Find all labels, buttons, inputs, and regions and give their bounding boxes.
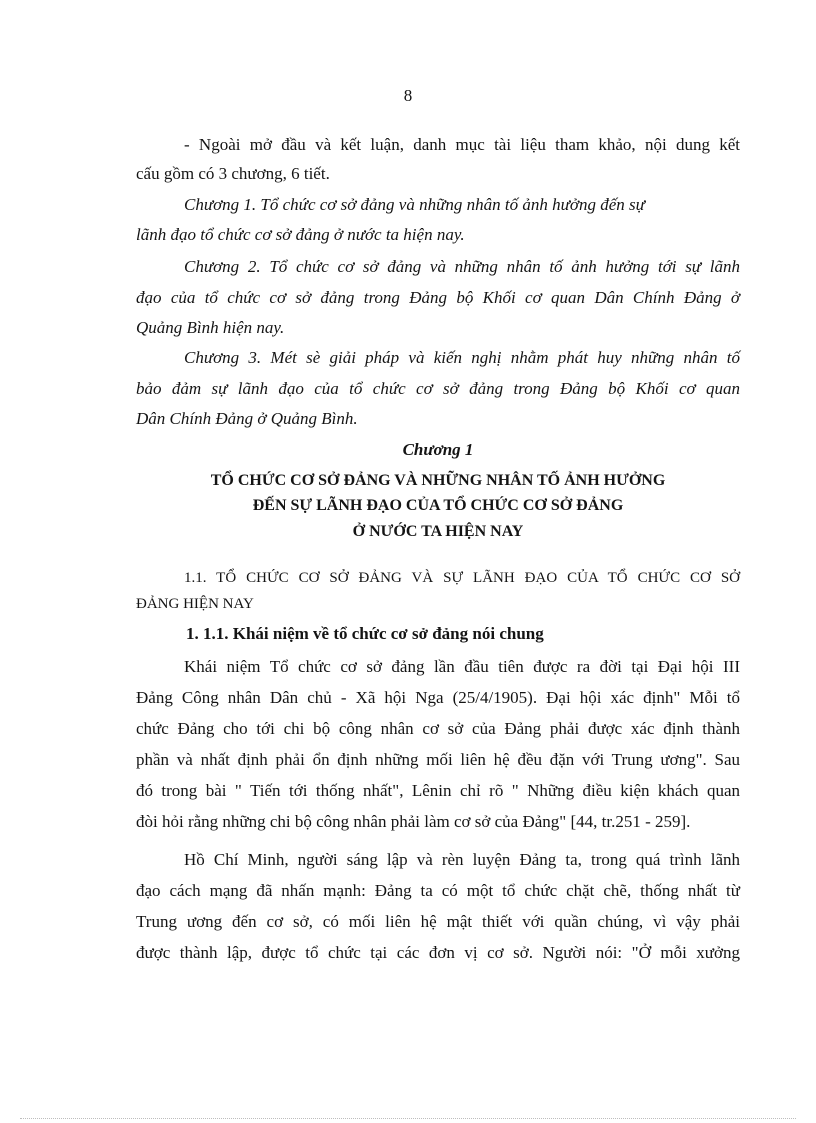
paragraph-2-line-4: được thành lập, được tổ chức tại các đơn vị cơ sở. Người nói: "Ở mỗi xưởng <box>136 943 740 962</box>
paragraph-1-line-5: đó trong bài " Tiến tới thống nhất", Lênin chỉ rõ " Những điều kiện khách quan <box>136 781 740 800</box>
chapter-label: Chương 1 <box>402 440 474 459</box>
intro-line-1: - Ngoài mở đầu và kết luận, danh mục tài liệu tham khảo, nội dung kết <box>184 135 740 154</box>
chapter-title-line-3: Ở NƯỚC TA HIỆN NAY <box>352 523 524 540</box>
paragraph-2-line-1: Hồ Chí Minh, người sáng lập và rèn luyện Đảng ta, trong quá trình lãnh <box>184 850 740 869</box>
intro-line-2: cấu gồm có 3 chương, 6 tiết. <box>136 164 330 183</box>
chapter-1-summary-line-1: Chương 1. Tổ chức cơ sở đảng và những nhân tố ảnh hưởng đến sự <box>184 195 645 214</box>
chapter-3-summary-line-3: Dân Chính Đảng ở Quảng Bình. <box>136 409 358 428</box>
section-heading-line-2: ĐẢNG HIỆN NAY <box>136 596 254 612</box>
chapter-title-line-2: ĐẾN SỰ LÃNH ĐẠO CỦA TỔ CHỨC CƠ SỞ ĐẢNG <box>252 497 624 514</box>
chapter-3-summary-line-1: Chương 3. Mét sè giải pháp và kiến nghị nhằm phát huy những nhân tố <box>184 348 740 367</box>
paragraph-1-line-1: Khái niệm Tổ chức cơ sở đảng lần đầu tiên được ra đời tại Đại hội III <box>184 657 740 676</box>
paragraph-1-line-3: chức Đảng cho tới chi bộ công nhân cơ sở của Đảng phải được xác định thành <box>136 719 740 738</box>
subsection-heading: 1. 1.1. Khái niệm về tổ chức cơ sở đảng nói chung <box>186 624 544 643</box>
paragraph-1-line-2: Đảng Công nhân Dân chủ - Xã hội Nga (25/4/1905). Đại hội xác định" Mỗi tổ <box>136 688 740 707</box>
chapter-title-line-1: TỔ CHỨC CƠ SỞ ĐẢNG VÀ NHỮNG NHÂN TỐ ẢNH HƯỞNG <box>210 472 666 489</box>
page-number: 8 <box>403 86 413 105</box>
page-bottom-border <box>20 1118 796 1119</box>
chapter-3-summary-line-2: bảo đảm sự lãnh đạo của tổ chức cơ sở đảng trong Đảng bộ Khối cơ quan <box>136 379 740 398</box>
section-heading-line-1: 1.1. TỔ CHỨC CƠ SỞ ĐẢNG VÀ SỰ LÃNH ĐẠO CỦA TỔ CHỨC CƠ SỞ <box>184 570 740 586</box>
paragraph-2-line-3: Trung ương đến cơ sở, có mối liên hệ mật thiết với quần chúng, vì vậy phải <box>136 912 740 931</box>
chapter-1-summary-line-2: lãnh đạo tổ chức cơ sở đảng ở nước ta hiện nay. <box>136 225 465 244</box>
paragraph-1-line-6: đòi hỏi rằng những chi bộ công nhân phải làm cơ sở của Đảng" [44, tr.251 - 259]. <box>136 812 691 831</box>
chapter-2-summary-line-1: Chương 2. Tổ chức cơ sở đảng và những nhân tố ảnh hưởng tới sự lãnh <box>184 257 740 276</box>
paragraph-2-line-2: đạo cách mạng đã nhấn mạnh: Đảng ta có một tổ chức chặt chẽ, thống nhất từ <box>136 881 740 900</box>
chapter-2-summary-line-2: đạo của tổ chức cơ sở đảng trong Đảng bộ Khối cơ quan Dân Chính Đảng ở <box>136 288 740 307</box>
paragraph-1-line-4: phần và nhất định phải ổn định những mối liên hệ đều đặn với Trung ương". Sau <box>136 750 740 769</box>
chapter-2-summary-line-3: Quảng Bình hiện nay. <box>136 318 285 337</box>
